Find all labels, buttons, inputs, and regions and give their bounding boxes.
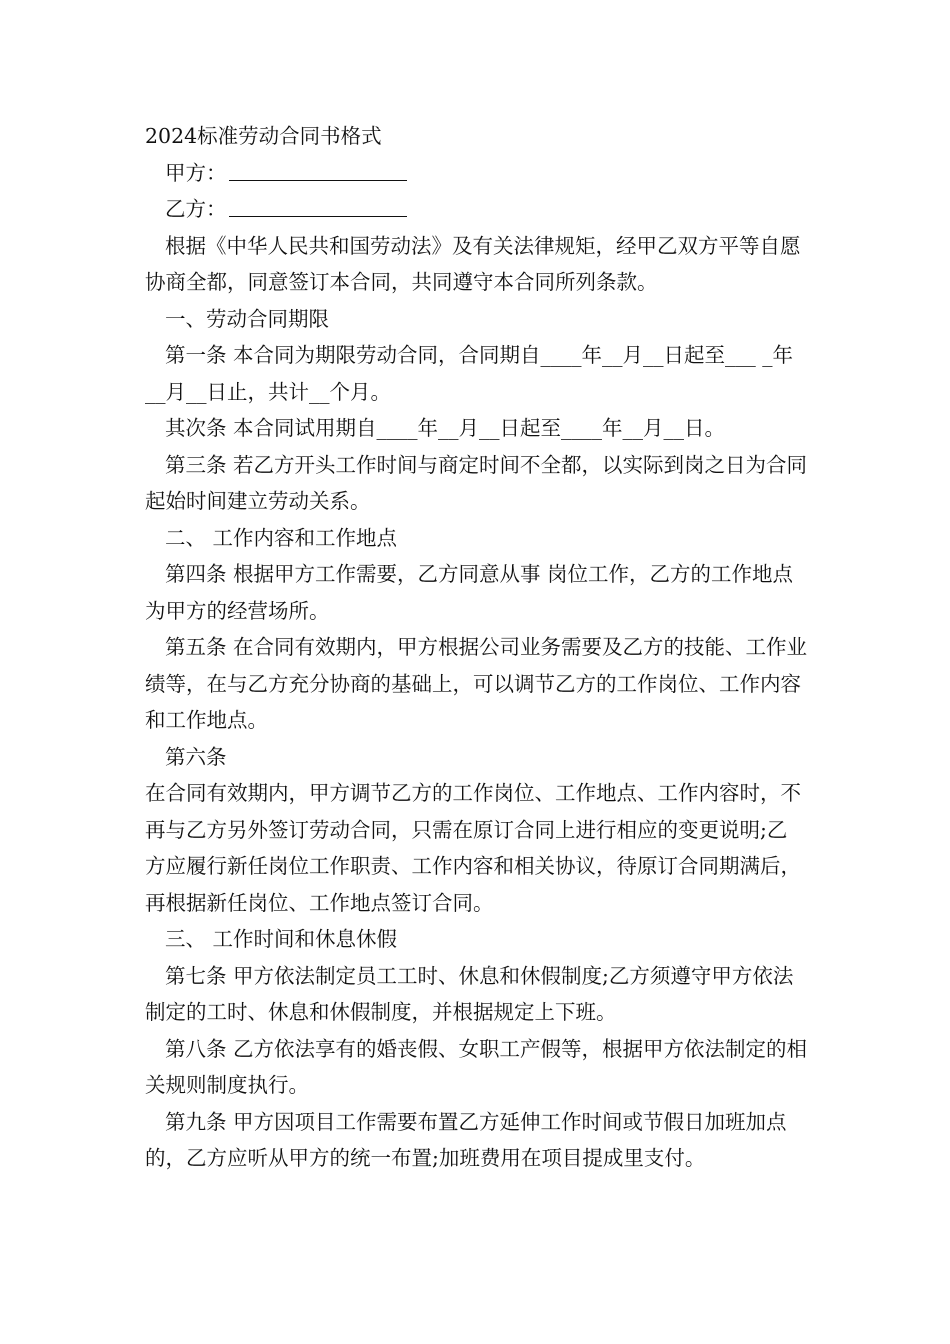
section-heading-work: 二、 工作内容和工作地点 — [165, 525, 398, 550]
party-a-blank — [229, 160, 407, 181]
article-1: 第一条 本合同为期限劳动合同，合同期自____年__月__日起至___ _年__月__日止，共计__个月。 — [145, 343, 794, 404]
article-6-body: 在合同有效期内，甲方调节乙方的工作岗位、工作地点、工作内容时，不再与乙方另外签订劳动合同，只需在原订合同上进行相应的变更说明;乙方应履行新任岗位工作职责、工作内容和相关协议，待原订合同期满后，再根据新任岗位、工作地点签订合同。 — [145, 781, 801, 915]
party-b-label: 乙方： — [165, 197, 227, 221]
article-9: 第九条 甲方因项目工作需要布置乙方延伸工作时间或节假日加班加点的，乙方应听从甲方的统一布置;加班费用在项目提成里支付。 — [145, 1109, 787, 1170]
section-heading-term: 一、劳动合同期限 — [165, 306, 329, 331]
party-a-label: 甲方： — [165, 160, 227, 185]
article-4: 第四条 根据甲方工作需要，乙方同意从事 岗位工作，乙方的工作地点为甲方的经营场所。 — [145, 562, 794, 623]
article-2: 其次条 本合同试用期自____年__月__日起至____年__月__日。 — [165, 416, 726, 440]
intro-paragraph: 根据《中华人民共和国劳动法》及有关法律规矩，经甲乙双方平等自愿协商全都，同意签订本合同，共同遵守本合同所列条款。 — [145, 233, 801, 294]
party-b-blank — [229, 196, 407, 217]
article-7: 第七条 甲方依法制定员工工时、休息和休假制度;乙方须遵守甲方依法制定的工时、休息和休假制度，并根据规定上下班。 — [145, 963, 794, 1024]
article-3: 第三条 若乙方开头工作时间与商定时间不全都，以实际到岗之日为合同起始时间建立劳动关系。 — [145, 452, 808, 513]
party-a-line — [145, 155, 807, 192]
article-6-label: 第六条 — [165, 744, 227, 769]
section-heading-hours: 三、 工作时间和休息休假 — [165, 927, 398, 951]
article-8: 第八条 乙方依法享有的婚丧假、女职工产假等，根据甲方依法制定的相关规则制度执行。 — [145, 1036, 808, 1097]
party-b-line — [145, 191, 807, 228]
article-5: 第五条 在合同有效期内，甲方根据公司业务需要及乙方的技能、工作业绩等，在与乙方充分协商的基础上，可以调节乙方的工作岗位、工作内容和工作地点。 — [145, 635, 808, 732]
document-title: 2024标准劳动合同书格式 — [145, 124, 382, 148]
document-body — [145, 118, 807, 1177]
